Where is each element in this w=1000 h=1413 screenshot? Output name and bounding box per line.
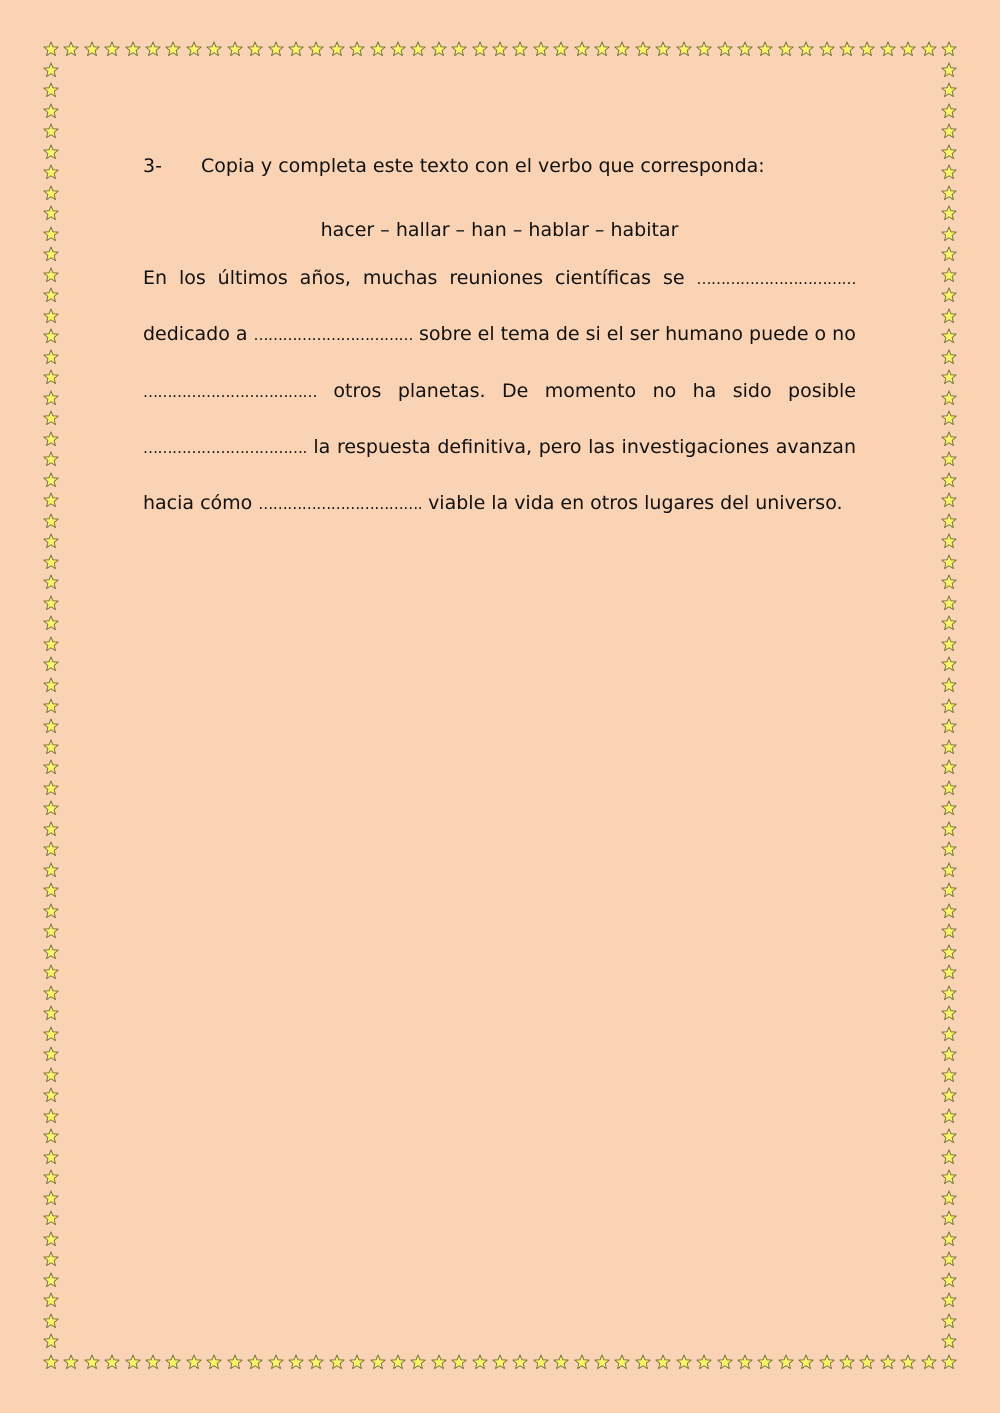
star-icon xyxy=(247,41,263,57)
star-icon xyxy=(778,41,794,57)
star-icon xyxy=(941,944,957,960)
star-icon xyxy=(941,410,957,426)
paragraph-word: respuesta xyxy=(336,435,431,458)
star-icon xyxy=(43,1251,59,1267)
paragraph-word: tema xyxy=(500,323,550,346)
star-icon xyxy=(43,1354,59,1370)
star-icon xyxy=(941,205,957,221)
star-icon xyxy=(43,267,59,283)
paragraph-word: los xyxy=(178,267,206,289)
paragraph-word: la xyxy=(491,492,509,515)
star-icon xyxy=(43,677,59,693)
paragraph-word: posible xyxy=(788,379,856,402)
star-icon xyxy=(941,882,957,898)
star-icon xyxy=(247,1354,263,1370)
paragraph-word: investigaciones xyxy=(621,435,770,458)
star-icon xyxy=(941,492,957,508)
word-bank: hacer – hallar – han – hablar – habitar xyxy=(320,219,679,241)
star-icon xyxy=(696,1354,712,1370)
star-icon xyxy=(737,41,753,57)
star-icon xyxy=(165,1354,181,1370)
star-icon xyxy=(43,349,59,365)
paragraph-word: pero xyxy=(538,435,582,458)
fill-in-paragraph xyxy=(143,264,856,545)
star-icon xyxy=(431,41,447,57)
star-icon xyxy=(533,41,549,57)
paragraph-word: sido xyxy=(732,379,772,402)
paragraph-word: otros xyxy=(333,379,382,402)
answer-blank: ……………………………. xyxy=(143,438,307,457)
paragraph-line xyxy=(143,320,856,348)
paragraph-word: no xyxy=(652,379,677,402)
answer-blank: …………………………… xyxy=(696,270,856,288)
star-icon xyxy=(941,1149,957,1165)
paragraph-word: se xyxy=(663,267,685,289)
star-icon xyxy=(941,103,957,119)
star-icon xyxy=(43,205,59,221)
star-icon xyxy=(676,41,692,57)
star-icon xyxy=(43,574,59,590)
star-icon xyxy=(941,349,957,365)
star-icon xyxy=(655,1354,671,1370)
paragraph-word: momento xyxy=(544,379,637,402)
paragraph-word: De xyxy=(501,379,529,402)
star-icon xyxy=(533,1354,549,1370)
star-icon xyxy=(941,1231,957,1247)
star-icon xyxy=(798,1354,814,1370)
paragraph-word: En xyxy=(143,267,168,289)
star-icon xyxy=(43,1067,59,1083)
star-icon xyxy=(43,964,59,980)
paragraph-line xyxy=(143,377,856,405)
paragraph-word: años, xyxy=(299,267,351,289)
star-icon xyxy=(43,328,59,344)
star-icon xyxy=(696,41,712,57)
star-icon xyxy=(43,718,59,734)
star-icon xyxy=(431,1354,447,1370)
star-icon xyxy=(798,41,814,57)
paragraph-word: últimos xyxy=(217,267,288,289)
star-icon xyxy=(614,1354,630,1370)
star-icon xyxy=(43,985,59,1001)
paragraph-word: otros xyxy=(590,492,639,515)
star-icon xyxy=(941,164,957,180)
star-icon xyxy=(472,41,488,57)
star-icon xyxy=(941,513,957,529)
star-icon xyxy=(370,1354,386,1370)
star-icon xyxy=(43,923,59,939)
star-icon xyxy=(574,41,590,57)
star-icon xyxy=(84,41,100,57)
star-icon xyxy=(43,595,59,611)
star-icon xyxy=(635,41,651,57)
paragraph-line xyxy=(143,433,856,461)
star-icon xyxy=(941,82,957,98)
paragraph-word: o xyxy=(814,323,827,346)
star-icon xyxy=(819,41,835,57)
star-icon xyxy=(43,287,59,303)
star-icon xyxy=(43,1313,59,1329)
paragraph-word: científicas xyxy=(554,267,652,289)
star-icon xyxy=(329,1354,345,1370)
star-icon xyxy=(43,1005,59,1021)
star-icon xyxy=(104,41,120,57)
star-icon xyxy=(553,41,569,57)
star-icon xyxy=(941,656,957,672)
star-icon xyxy=(43,41,59,57)
star-icon xyxy=(941,1026,957,1042)
star-icon xyxy=(43,554,59,570)
star-icon xyxy=(941,1169,957,1185)
star-icon xyxy=(717,41,733,57)
star-icon xyxy=(43,841,59,857)
star-icon xyxy=(941,554,957,570)
star-icon xyxy=(43,492,59,508)
star-icon xyxy=(43,759,59,775)
star-icon xyxy=(43,1190,59,1206)
paragraph-word: la xyxy=(313,435,331,458)
star-icon xyxy=(941,985,957,1001)
star-icon xyxy=(43,1087,59,1103)
star-icon xyxy=(757,1354,773,1370)
star-icon xyxy=(43,862,59,878)
star-icon xyxy=(941,431,957,447)
star-icon xyxy=(941,62,957,78)
star-icon xyxy=(941,615,957,631)
star-icon xyxy=(43,144,59,160)
star-icon xyxy=(941,964,957,980)
answer-blank: ……………………………. xyxy=(258,495,423,514)
star-icon xyxy=(900,1354,916,1370)
paragraph-word: el xyxy=(606,323,624,346)
star-icon xyxy=(941,759,957,775)
paragraph-word: muchas xyxy=(362,267,438,289)
star-icon xyxy=(410,41,426,57)
star-icon xyxy=(268,1354,284,1370)
star-icon xyxy=(43,1149,59,1165)
star-icon xyxy=(43,636,59,652)
star-icon xyxy=(941,226,957,242)
exercise-instruction: Copia y completa este texto con el verbo que corresponda: xyxy=(201,155,765,177)
star-icon xyxy=(941,923,957,939)
star-icon xyxy=(349,41,365,57)
star-icon xyxy=(43,472,59,488)
star-icon xyxy=(43,1292,59,1308)
paragraph-word: viable xyxy=(428,492,486,515)
star-icon xyxy=(941,123,957,139)
paragraph-word: ha xyxy=(692,379,717,402)
exercise-number: 3- xyxy=(143,155,162,177)
star-icon xyxy=(819,1354,835,1370)
star-icon xyxy=(859,1354,875,1370)
star-icon xyxy=(125,41,141,57)
exercise-heading xyxy=(143,152,765,180)
star-icon xyxy=(941,1251,957,1267)
star-icon xyxy=(145,41,161,57)
star-icon xyxy=(941,780,957,796)
star-icon xyxy=(43,308,59,324)
star-icon xyxy=(941,41,957,57)
star-icon xyxy=(227,1354,243,1370)
star-icon xyxy=(43,698,59,714)
star-icon xyxy=(43,882,59,898)
star-icon xyxy=(84,1354,100,1370)
star-icon xyxy=(63,41,79,57)
star-icon xyxy=(941,328,957,344)
star-icon xyxy=(43,780,59,796)
star-icon xyxy=(370,41,386,57)
paragraph-word: si xyxy=(585,323,601,346)
paragraph-word: humano xyxy=(665,323,744,346)
star-icon xyxy=(43,123,59,139)
paragraph-word: en xyxy=(560,492,585,515)
star-icon xyxy=(451,1354,467,1370)
star-icon xyxy=(145,1354,161,1370)
star-icon xyxy=(186,1354,202,1370)
star-icon xyxy=(43,226,59,242)
star-icon xyxy=(104,1354,120,1370)
star-icon xyxy=(574,1354,590,1370)
paragraph-word: a xyxy=(235,323,248,346)
star-icon xyxy=(757,41,773,57)
paragraph-word: vida xyxy=(514,492,555,515)
star-icon xyxy=(63,1354,79,1370)
star-icon xyxy=(839,1354,855,1370)
star-icon xyxy=(410,1354,426,1370)
star-icon xyxy=(941,1108,957,1124)
star-icon xyxy=(349,1354,365,1370)
paragraph-word: cómo xyxy=(200,492,253,515)
star-icon xyxy=(941,1333,957,1349)
star-icon xyxy=(43,410,59,426)
star-icon xyxy=(941,1292,957,1308)
star-icon xyxy=(43,615,59,631)
star-icon xyxy=(43,944,59,960)
star-icon xyxy=(43,185,59,201)
paragraph-word: el xyxy=(477,323,495,346)
paragraph-word: universo. xyxy=(755,492,843,515)
star-icon xyxy=(941,574,957,590)
star-icon xyxy=(941,1087,957,1103)
star-icon xyxy=(941,472,957,488)
star-icon xyxy=(900,41,916,57)
star-icon xyxy=(941,1046,957,1062)
star-icon xyxy=(635,1354,651,1370)
star-icon xyxy=(512,1354,528,1370)
star-icon xyxy=(308,41,324,57)
star-icon xyxy=(43,821,59,837)
star-icon xyxy=(941,267,957,283)
star-icon xyxy=(165,41,181,57)
star-icon xyxy=(614,41,630,57)
star-icon xyxy=(186,41,202,57)
star-icon xyxy=(43,1046,59,1062)
star-icon xyxy=(43,513,59,529)
star-icon xyxy=(941,1190,957,1206)
paragraph-line xyxy=(143,489,856,517)
star-icon xyxy=(941,739,957,755)
star-icon xyxy=(43,451,59,467)
paragraph-word: definitiva, xyxy=(437,435,533,458)
star-icon xyxy=(43,82,59,98)
star-icon xyxy=(594,1354,610,1370)
paragraph-line xyxy=(143,264,856,292)
star-icon xyxy=(43,369,59,385)
star-icon xyxy=(941,185,957,201)
star-icon xyxy=(941,287,957,303)
star-icon xyxy=(43,1108,59,1124)
paragraph-word: lugares xyxy=(644,492,715,515)
paragraph-word: avanzan xyxy=(775,435,856,458)
star-icon xyxy=(125,1354,141,1370)
star-icon xyxy=(655,41,671,57)
star-icon xyxy=(941,1067,957,1083)
star-icon xyxy=(941,144,957,160)
star-icon xyxy=(594,41,610,57)
star-icon xyxy=(43,164,59,180)
star-icon xyxy=(43,656,59,672)
star-icon xyxy=(451,41,467,57)
star-icon xyxy=(941,595,957,611)
star-icon xyxy=(43,1169,59,1185)
star-icon xyxy=(206,1354,222,1370)
star-icon xyxy=(859,41,875,57)
star-icon xyxy=(390,41,406,57)
star-icon xyxy=(43,390,59,406)
paragraph-word: hacia xyxy=(143,492,195,515)
paragraph-word: sobre xyxy=(418,323,472,346)
paragraph-word: dedicado xyxy=(143,323,230,346)
star-icon xyxy=(941,903,957,919)
star-icon xyxy=(43,62,59,78)
star-icon xyxy=(43,246,59,262)
star-icon xyxy=(941,1313,957,1329)
star-icon xyxy=(921,1354,937,1370)
paragraph-word: planetas. xyxy=(397,379,486,402)
paragraph-word: reuniones xyxy=(449,267,544,289)
star-icon xyxy=(880,1354,896,1370)
star-icon xyxy=(43,1272,59,1288)
star-icon xyxy=(227,41,243,57)
star-icon xyxy=(492,1354,508,1370)
star-icon xyxy=(43,431,59,447)
answer-blank: …………………………… xyxy=(253,326,413,345)
star-icon xyxy=(941,636,957,652)
star-icon xyxy=(43,1231,59,1247)
paragraph-word: de xyxy=(555,323,580,346)
star-icon xyxy=(553,1354,569,1370)
star-icon xyxy=(43,1210,59,1226)
paragraph-word: del xyxy=(720,492,750,515)
star-icon xyxy=(839,41,855,57)
star-icon xyxy=(329,41,345,57)
star-icon xyxy=(921,41,937,57)
star-icon xyxy=(492,41,508,57)
paragraph-word: puede xyxy=(749,323,809,346)
star-icon xyxy=(941,677,957,693)
star-icon xyxy=(268,41,284,57)
paragraph-word: ser xyxy=(629,323,660,346)
star-icon xyxy=(941,1210,957,1226)
star-icon xyxy=(43,533,59,549)
star-icon xyxy=(43,1026,59,1042)
star-icon xyxy=(778,1354,794,1370)
star-icon xyxy=(206,41,222,57)
paragraph-word: las xyxy=(588,435,615,458)
paragraph-word: no xyxy=(832,323,856,346)
star-icon xyxy=(941,862,957,878)
star-icon xyxy=(43,903,59,919)
star-icon xyxy=(941,308,957,324)
star-icon xyxy=(941,533,957,549)
star-icon xyxy=(43,739,59,755)
star-icon xyxy=(288,1354,304,1370)
star-icon xyxy=(941,1354,957,1370)
star-icon xyxy=(308,1354,324,1370)
star-icon xyxy=(676,1354,692,1370)
star-icon xyxy=(941,718,957,734)
star-icon xyxy=(390,1354,406,1370)
star-icon xyxy=(941,1128,957,1144)
star-icon xyxy=(472,1354,488,1370)
star-icon xyxy=(43,103,59,119)
star-icon xyxy=(941,246,957,262)
star-icon xyxy=(880,41,896,57)
answer-blank: ……………………………… xyxy=(143,382,317,401)
star-icon xyxy=(512,41,528,57)
star-icon xyxy=(941,698,957,714)
star-icon xyxy=(43,1333,59,1349)
star-icon xyxy=(941,841,957,857)
star-icon xyxy=(941,390,957,406)
star-icon xyxy=(941,369,957,385)
star-icon xyxy=(717,1354,733,1370)
star-icon xyxy=(941,1005,957,1021)
star-icon xyxy=(43,800,59,816)
star-icon xyxy=(737,1354,753,1370)
star-icon xyxy=(941,800,957,816)
star-icon xyxy=(288,41,304,57)
star-icon xyxy=(43,1128,59,1144)
star-icon xyxy=(941,451,957,467)
star-icon xyxy=(941,1272,957,1288)
star-icon xyxy=(941,821,957,837)
